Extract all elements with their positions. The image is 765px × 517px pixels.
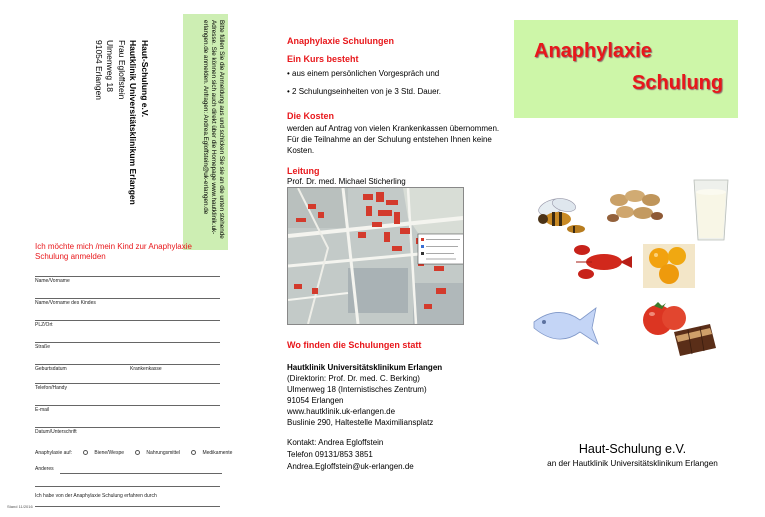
field-label: Straße [35, 344, 51, 350]
radio-food[interactable] [135, 450, 140, 455]
form-line[interactable] [35, 342, 220, 343]
cover-title-line2: Schulung [632, 72, 724, 94]
sender-address [93, 40, 151, 240]
choice-food: Nahrungsmittel [146, 450, 181, 456]
field-label: E-mail [35, 407, 50, 413]
organization-name: Haut-Schulung e.V. [578, 442, 687, 456]
clinic-line: (Direktorin: Prof. Dr. med. C. Berking) [287, 374, 420, 383]
field-label: PLZ/Ort [35, 322, 53, 328]
address-line: Haut-Schulung e.V. [140, 40, 150, 118]
course-heading: Ein Kurs besteht [287, 54, 359, 64]
form-line[interactable] [35, 427, 220, 428]
clinic-line: Buslinie 290, Haltestelle Maximiliansplatz [287, 418, 434, 427]
cover-title-line1: Anaphylaxie [534, 40, 652, 62]
clinic-line: Ulmenweg 18 (Internistisches Zentrum) [287, 385, 427, 394]
info-heading: Anaphylaxie Schulungen [287, 36, 395, 46]
radio-bee[interactable] [83, 450, 88, 455]
form-title: Ich möchte mich /mein Kind zur Anaphylaxie Schulung anmelden [35, 242, 192, 261]
chocolate-bar-icon [670, 322, 718, 360]
field-label: Datum/Unterschrift [35, 429, 77, 435]
instruction-text: Bitte füllen Sie die Anmeldung aus und schicken Sie sie an die unten stehende Adresse. Sie können sich auch direkt über die Homepage www.hautklinik.uk-erlangen.de anmelden. Anfragen: Andrea.Egloffstein@uk-erlangen.de [202, 20, 225, 239]
egg-yolk-icon [643, 244, 695, 288]
lead-heading: Leitung [287, 166, 320, 176]
address-line: 91054 Erlangen [94, 40, 104, 101]
where-heading: Wo finden die Schulungen statt [287, 340, 422, 350]
address-line: Ulmenweg 18 [105, 40, 116, 92]
field-label: Anderes [35, 466, 54, 472]
address-line: Frau Egloffstein [117, 40, 127, 100]
form-line[interactable] [35, 320, 220, 321]
field-label: Telefon/Handy [35, 385, 67, 391]
course-item: • 2 Schulungseinheiten von je 3 Std. Dauer. [287, 87, 442, 96]
field-label: Ich habe von der Anaphylaxie Schulung erfahren durch [35, 493, 157, 499]
form-line[interactable] [35, 405, 220, 406]
field-label: Name/Vorname [35, 278, 70, 284]
form-line[interactable] [60, 473, 222, 474]
course-item: • aus einem persönlichen Vorgespräch und [287, 69, 440, 78]
radio-drugs[interactable] [191, 450, 196, 455]
bee-icon [530, 195, 588, 235]
choice-bee: Biene/Wespe [94, 450, 125, 456]
clinic-website[interactable]: www.hautklinik.uk-erlangen.de [287, 407, 396, 416]
registration-panel [0, 0, 255, 517]
form-line[interactable] [35, 506, 220, 507]
form-line[interactable] [35, 276, 220, 277]
map-graphic [288, 188, 463, 324]
anaphylaxis-choices [35, 450, 238, 456]
organization-subtitle: an der Hautklinik Universitätsklinikum Erlangen [547, 459, 718, 468]
contact-line: Kontakt: Andrea Egloffstein [287, 438, 384, 447]
location-map [287, 187, 464, 325]
milk-glass-icon [690, 178, 732, 244]
contact-email[interactable]: Andrea.Egloffstein@uk-erlangen.de [287, 462, 414, 471]
field-label: Name/Vorname des Kindes [35, 300, 96, 306]
cover-panel [510, 0, 765, 517]
contact-line: Telefon 09131/853 3851 [287, 450, 373, 459]
form-line[interactable] [35, 298, 220, 299]
field-label: Krankenkasse [130, 366, 162, 372]
fish-icon [528, 300, 600, 350]
lead-text: Prof. Dr. med. Michael Sticherling [287, 177, 406, 186]
clinic-line: 91054 Erlangen [287, 396, 344, 405]
nuts-icon [605, 186, 665, 226]
choice-label: Anaphylaxie auf: [35, 450, 72, 456]
form-line[interactable] [35, 486, 220, 487]
address-line: Hautklinik Universitätsklinikum Erlangen [128, 40, 139, 205]
form-line[interactable] [35, 383, 220, 384]
form-line[interactable] [35, 364, 220, 365]
choice-drugs: Medikamente [202, 450, 233, 456]
lobster-icon [572, 240, 634, 282]
title-box [514, 20, 738, 118]
instruction-box [183, 14, 228, 250]
stand-date: Stand 11/2016 [7, 504, 33, 509]
field-label: Geburtsdatum [35, 366, 67, 372]
cost-text: werden auf Antrag von vielen Krankenkassen übernommen. Für die Teilnahme an der Schulung entstehen Ihnen keine Kosten. [287, 124, 500, 155]
clinic-name: Hautklinik Universitätsklinikum Erlangen [287, 363, 443, 372]
cost-heading: Die Kosten [287, 111, 335, 121]
info-panel [255, 0, 510, 517]
